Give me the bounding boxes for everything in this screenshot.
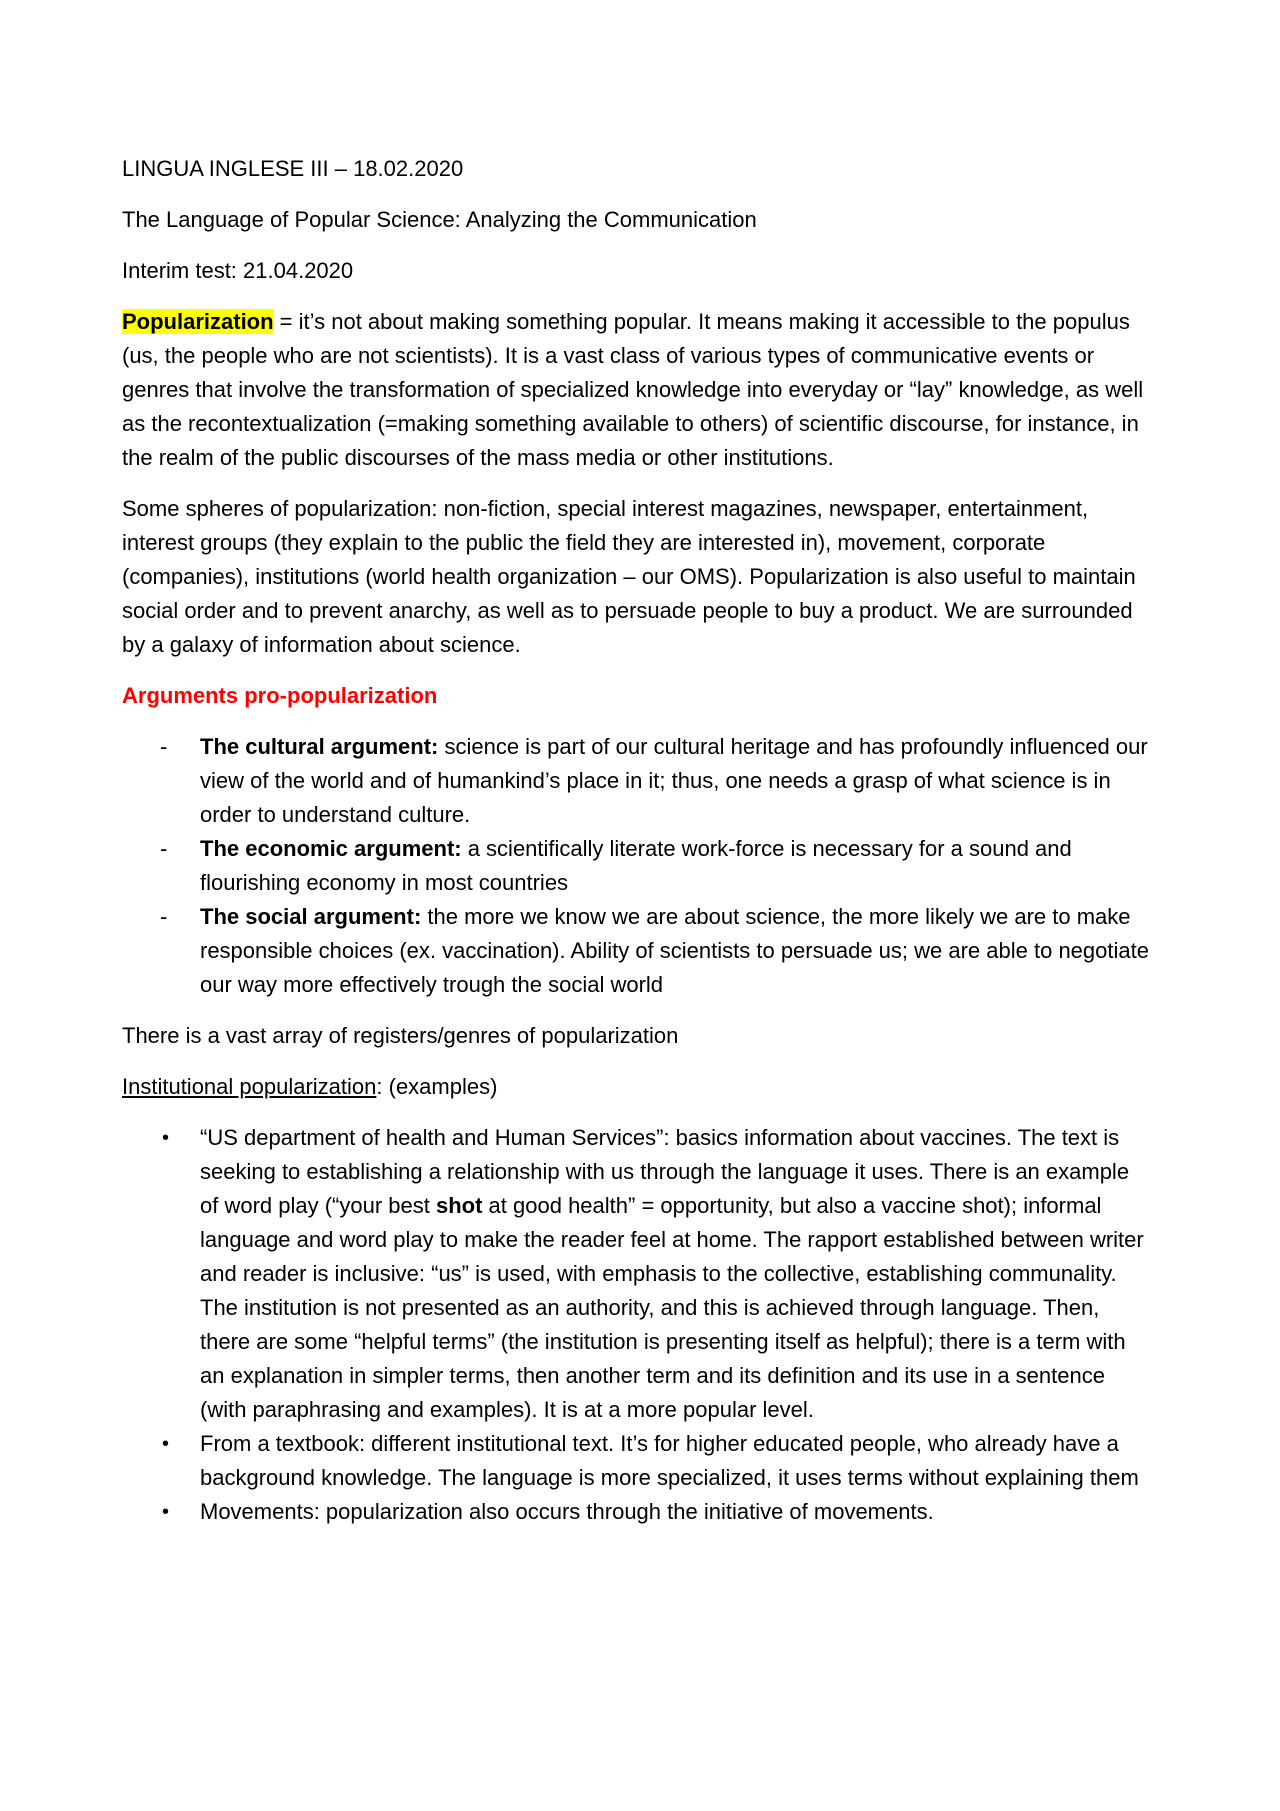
lecture-title: The Language of Popular Science: Analyzing the Communication (122, 207, 757, 232)
spheres-paragraph: Some spheres of popularization: non-fiction, special interest magazines, newspaper, entertainment, interest groups (they explain to the public the field they are interested in), movement, corporate (companies), institutions (world health organization – our OMS). Popularization is also useful to maintain social order and to prevent anarchy, as well as to persuade people to buy a product. We are surrounded by a galaxy of information about science. (122, 496, 1136, 657)
definition-text: = it’s not about making something popular. It means making it accessible to the populus (us, the people who are not scientists). It is a vast class of various types of communicative events or genres that involve the transformation of specialized knowledge into everyday or “lay” knowledge, as well as the recontextualization (=making something available to others) of scientific discourse, for instance, in the realm of the public discourses of the mass media or other institutions. (122, 309, 1144, 470)
institutional-heading-underlined: Institutional popularization (122, 1074, 377, 1099)
course-title: LINGUA INGLESE III – 18.02.2020 (122, 156, 464, 181)
dash-marker: - (160, 836, 168, 861)
dash-marker: - (160, 904, 168, 929)
highlighted-term: Popularization (122, 309, 274, 334)
item-text: at good health” = opportunity, but also a vaccine shot); informal language and word play to make the reader feel at home. The rapport established between writer and reader is inclusive: “us” is used, with emphasis to the collective, establishing communality. The institution is not presented as an authority, and this is achieved through language. Then, there are some “helpful terms” (the institution is presenting itself as helpful); there is a term with an explanation in simpler terms, then another term and its definition and its use in a sentence (with paraphrasing and examples). It is at a more popular level. (200, 1193, 1144, 1422)
bullet-marker: • (162, 1501, 170, 1523)
bold-word: shot (435, 1193, 483, 1218)
argument-label: The cultural argument: (200, 734, 439, 759)
item-text: “US department of health and Human Services”: basics information about vaccines. The text is seeking to establishing a relationship with us through the language it uses. There is an example of word play (“your best (200, 1125, 1130, 1218)
institutional-heading-suffix: : (examples) (376, 1074, 498, 1099)
definition-paragraph (122, 305, 1152, 475)
arguments-list (122, 730, 1152, 1002)
argument-label: The social argument: (200, 904, 422, 929)
institutional-heading (122, 1070, 1152, 1104)
list-item (122, 730, 1152, 832)
argument-label: The economic argument: (200, 836, 462, 861)
list-item (122, 1121, 1152, 1427)
list-item (122, 832, 1152, 900)
argument-text: a scientifically literate work-force is necessary for a sound and flourishing economy in most countries (200, 836, 1072, 895)
item-text: Movements: popularization also occurs through the initiative of movements. (200, 1499, 934, 1524)
argument-text: science is part of our cultural heritage and has profoundly influenced our view of the world and of humankind’s place in it; thus, one needs a grasp of what science is in order to understand culture. (200, 734, 1148, 827)
arguments-heading: Arguments pro-popularization (122, 683, 438, 708)
item-text: From a textbook: different institutional text. It’s for higher educated people, who already have a background knowledge. The language is more specialized, it uses terms without explaining them (200, 1431, 1139, 1490)
bullet-marker: • (162, 1127, 170, 1149)
dash-marker: - (160, 734, 168, 759)
bullet-marker: • (162, 1433, 170, 1455)
interim-test-date: Interim test: 21.04.2020 (122, 258, 354, 283)
list-item (122, 900, 1152, 1002)
argument-text: the more we know we are about science, the more likely we are to make responsible choices (ex. vaccination). Ability of scientists to persuade us; we are able to negotiate our way more effectively trough the social world (200, 904, 1149, 997)
registers-paragraph: There is a vast array of registers/genres of popularization (122, 1023, 679, 1048)
list-item (122, 1495, 1152, 1529)
institutional-list (122, 1121, 1152, 1529)
list-item (122, 1427, 1152, 1495)
